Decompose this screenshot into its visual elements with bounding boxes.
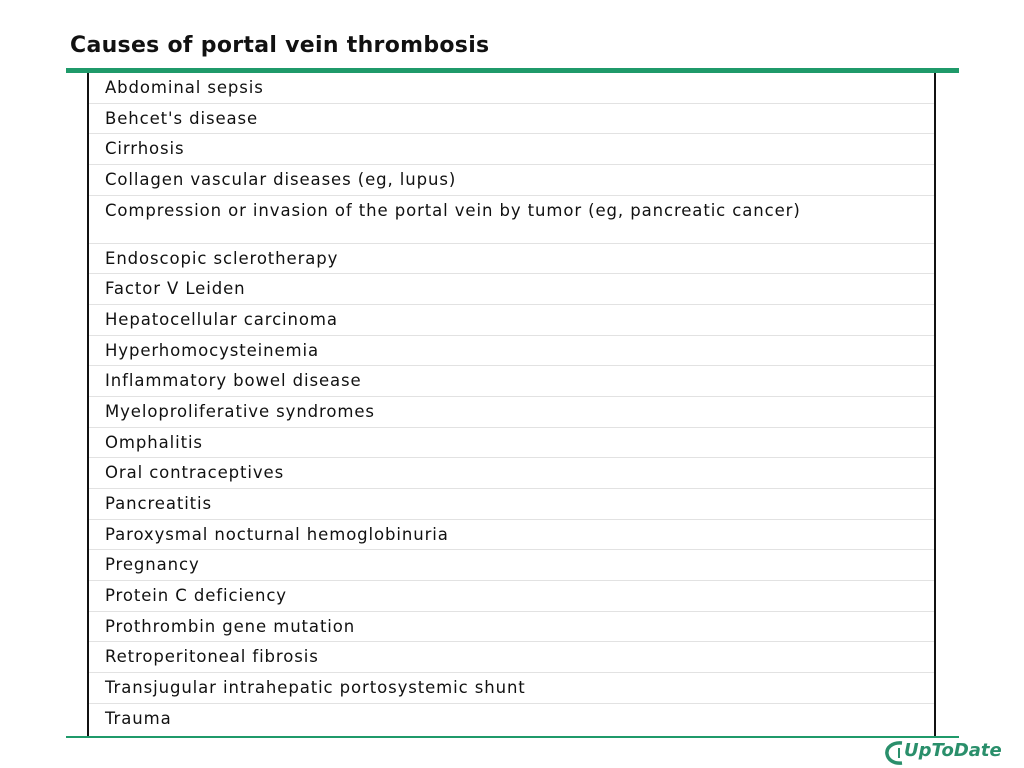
table-row (89, 550, 934, 581)
row-label: Collagen vascular diseases (eg, lupus) (105, 170, 457, 189)
row-label: Prothrombin gene mutation (105, 617, 356, 636)
row-label: Omphalitis (105, 433, 203, 452)
table-row (89, 581, 934, 612)
table-row (89, 489, 934, 520)
table-row (89, 73, 934, 104)
table-row (89, 366, 934, 397)
row-label: Pancreatitis (105, 494, 213, 513)
row-label: Compression or invasion of the portal vein by tumor (eg, pancreatic cancer) (105, 201, 801, 220)
table-row (89, 673, 934, 704)
table-row (89, 428, 934, 458)
row-label: Protein C deficiency (105, 586, 287, 605)
row-label: Abdominal sepsis (105, 78, 264, 97)
row-label: Paroxysmal nocturnal hemoglobinuria (105, 525, 449, 544)
row-label: Inflammatory bowel disease (105, 371, 362, 390)
table-row (89, 165, 934, 196)
row-label: Myeloproliferative syndromes (105, 402, 375, 421)
row-label: Hyperhomocysteinemia (105, 341, 320, 360)
table-row (89, 305, 934, 336)
row-label: Hepatocellular carcinoma (105, 310, 338, 329)
table-row (89, 196, 934, 244)
page-title: Causes of portal vein thrombosis (70, 33, 490, 58)
row-label: Behcet's disease (105, 109, 259, 128)
row-label: Endoscopic sclerotherapy (105, 249, 339, 268)
row-label: Trauma (105, 709, 172, 728)
table-row (89, 642, 934, 673)
row-label: Retroperitoneal fibrosis (105, 647, 319, 666)
table-row (89, 612, 934, 642)
table-row (89, 520, 934, 550)
causes-table (87, 73, 936, 737)
row-label: Factor V Leiden (105, 279, 246, 298)
row-label: Oral contraceptives (105, 463, 285, 482)
table-row (89, 274, 934, 305)
table-row (89, 134, 934, 165)
table-row (89, 704, 934, 737)
uptodate-logo (882, 738, 1022, 768)
table-row (89, 244, 934, 274)
row-label: Cirrhosis (105, 139, 185, 158)
table-row (89, 336, 934, 366)
footer-rule (66, 736, 959, 738)
table-row (89, 397, 934, 428)
row-label: Transjugular intrahepatic portosystemic shunt (105, 678, 526, 697)
logo-text: UpToDate (904, 740, 1002, 761)
table-row (89, 104, 934, 134)
uptodate-logo-icon (884, 740, 906, 766)
table-row (89, 458, 934, 489)
row-label: Pregnancy (105, 555, 200, 574)
